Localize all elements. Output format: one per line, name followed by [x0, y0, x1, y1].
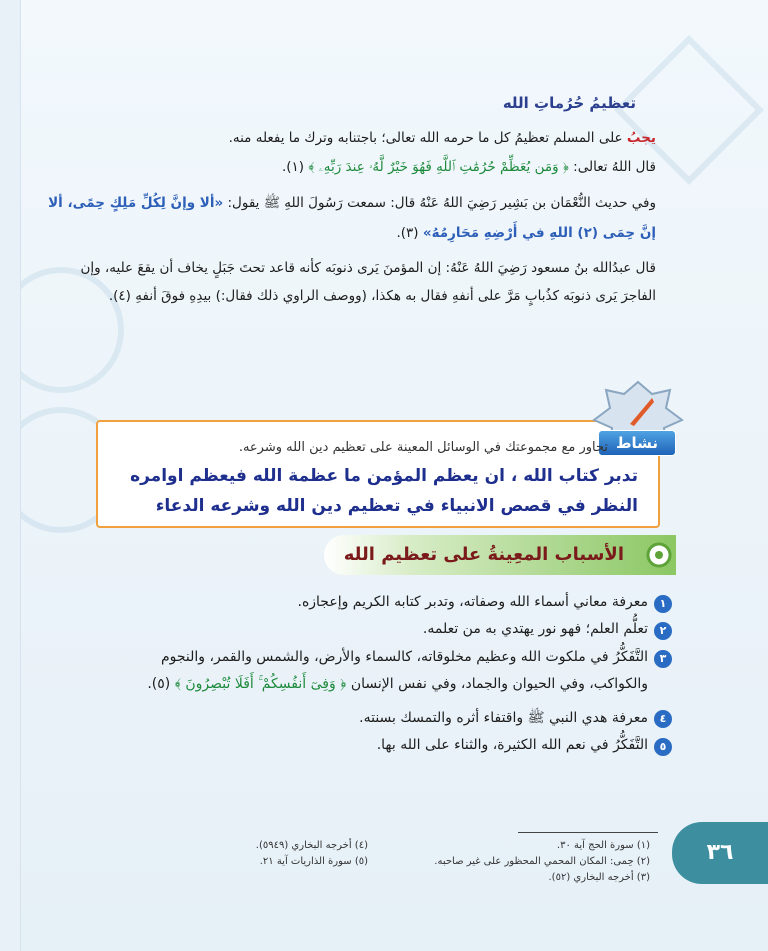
paragraph-text: على المسلم تعظيمُ كل ما حرمه الله تعالى؛ باجتنابه وترك ما يفعله منه.: [228, 130, 623, 146]
paragraph-text: الفاجرَ يَرى ذنوبَه كذُبابٍ مَرَّ على أنفهِ فقال به هكذا، (ووصف الراوي ذلك فقال:) بيدِهِ فوقَ أنفهِ: [135, 288, 656, 304]
activity-answer-line-1[interactable]: تدبر كتاب الله ، ان يعظم المؤمن ما عظمة الله فيعظم اوامره: [130, 466, 638, 486]
leaf-ornament-icon: [644, 541, 674, 569]
list-item: تعلُّم العلم؛ فهو نور يهتدي به من تعلمه.: [422, 621, 648, 637]
footnote-ref: (١).: [281, 159, 305, 175]
list-number: ٤: [654, 710, 672, 728]
list-item: التَّفَكُّرُ في نعم الله الكثيرة، والثناء على الله بها.: [376, 737, 648, 753]
page-number: ٣٦: [672, 822, 768, 884]
paragraph-1: [229, 128, 656, 148]
activity-answer-line-2[interactable]: النظر في قصص الانبياء في تعظيم دين الله وشرعه الدعاء: [155, 496, 638, 516]
footnote-divider: [518, 832, 658, 833]
paragraph-4-line-2: [109, 286, 656, 306]
list-number: ٢: [654, 622, 672, 640]
list-item-continued: [147, 676, 648, 692]
paragraph-text: قال اللهُ تعالى:: [573, 159, 656, 175]
activity-badge: [590, 380, 686, 470]
footnote-ref: (٥).: [147, 676, 171, 692]
activity-badge-label: نشاط: [598, 430, 676, 456]
footnote: (٣) أخرجه البخاري (٥٢).: [548, 872, 650, 883]
paragraph-3-line-2: [396, 223, 656, 243]
list-item: معرفة معاني أسماء الله وصفاته، وتدبر كتابه الكريم وإعجازه.: [297, 594, 648, 610]
footnote-ref: (٤).: [108, 288, 131, 304]
footnote-ref: (٣).: [396, 225, 419, 241]
paragraph-2: [282, 157, 656, 177]
footnote: (٢) حِمى: المكان المحمي المحظور على غير صاحبه.: [434, 856, 650, 867]
list-item: التَّفَكُّرُ في ملكوت الله وعظيم مخلوقاته، كالسماء والأرض، والشمس والقمر، والنجوم: [160, 649, 648, 665]
activity-prompt: تحاور مع مجموعتك في الوسائل المعينة على تعظيم دين الله وشرعه.: [238, 440, 608, 455]
list-number: ٥: [654, 738, 672, 756]
paragraph-text: وفي حديث النُّعْمَان بن بَشِير رَضِيَ اللهُ عَنْهُ قال: سمعت رَسُولَ اللهِ ﷺ يقول:: [227, 195, 656, 211]
list-number: ١: [654, 595, 672, 613]
footnote: (١) سورة الحج آية ٣٠.: [556, 840, 650, 851]
causes-title: الأسباب المعِينةُ على تعظيم الله: [324, 535, 676, 575]
list-item-text: والكواكب، وفي الحيوان والجماد، وفي نفس الإنسان: [350, 676, 648, 692]
quran-verse: ﴿ وَفِىٓ أَنفُسِكُمْ ۚ أَفَلَا تُبْصِرُونَ ﴾: [174, 676, 347, 692]
paragraph-4-line-1: قال عبدُالله بنُ مسعود رَضِيَ اللهُ عَنْهُ: إن المؤمنَ يَرى ذنوبَه كأنه قاعد تحتَ جَبَلٍ يخاف أن يقعَ عليه، وإن: [80, 260, 656, 276]
emphasis-word: يجبُ: [626, 130, 656, 146]
hadith-quote: إنَّ حِمَى (٢) اللهِ في أَرْضِهِ مَحَارِمُهُ»: [422, 225, 656, 241]
paragraph-3-line-1: [48, 193, 656, 213]
footnote: (٥) سورة الذاريات آية ٢١.: [259, 856, 368, 867]
list-item: معرفة هدي النبي ﷺ واقتفاء أثره والتمسك بسنته.: [359, 710, 648, 726]
quran-verse: ﴿ وَمَن يُعَظِّمْ حُرُمَٰتِ ٱللَّهِ فَهُوَ خَيْرٌ لَّهُۥ عِندَ رَبِّهِۦ ﴾: [308, 159, 569, 175]
hadith-quote: «ألا وإنَّ لِكُلِّ مَلِكٍ حِمًى، ألا: [48, 195, 224, 211]
footnote: (٤) أخرجه البخاري (٥٩٤٩).: [255, 840, 368, 851]
section-title: تعظيمُ حُرُماتِ الله: [502, 94, 636, 112]
list-number: ٣: [654, 650, 672, 668]
